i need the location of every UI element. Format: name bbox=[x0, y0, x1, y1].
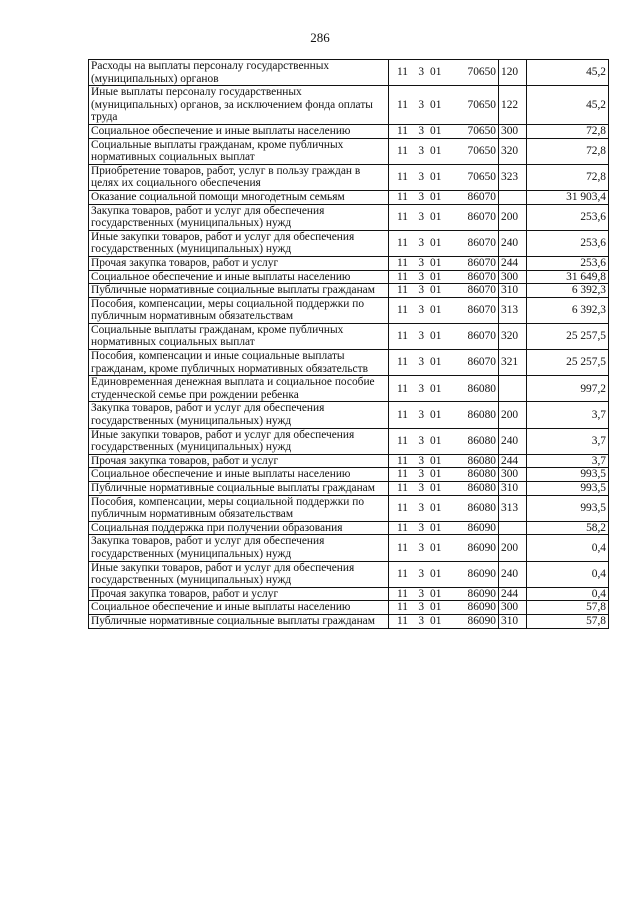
row-name: Социальное обеспечение и иные выплаты населению bbox=[89, 124, 389, 138]
code-subsection: 3 bbox=[418, 541, 425, 554]
row-name: Иные закупки товаров, работ и услуг для обеспечения государственных (муниципальных) нужд bbox=[89, 428, 389, 454]
row-name: Социальная поддержка при получении образования bbox=[89, 521, 389, 535]
row-code bbox=[389, 323, 499, 349]
row-name: Закупка товаров, работ и услуг для обеспечения государственных (муниципальных) нужд bbox=[89, 535, 389, 561]
table-row bbox=[89, 138, 609, 164]
code-direction: 86070 bbox=[467, 237, 496, 250]
table-row bbox=[89, 402, 609, 428]
row-amount: 253,6 bbox=[527, 230, 609, 256]
code-section: 11 bbox=[397, 171, 408, 184]
table-row bbox=[89, 204, 609, 230]
code-section: 11 bbox=[397, 210, 408, 223]
code-parts bbox=[391, 383, 496, 396]
row-name: Пособия, компенсации, меры социальной поддержки по публичным нормативным обязательствам bbox=[89, 495, 389, 521]
code-section: 11 bbox=[397, 66, 408, 79]
code-subsection: 3 bbox=[418, 210, 425, 223]
row-amount: 45,2 bbox=[527, 86, 609, 125]
row-name: Прочая закупка товаров, работ и услуг bbox=[89, 256, 389, 270]
code-section: 11 bbox=[397, 482, 408, 494]
row-amount: 45,2 bbox=[527, 60, 609, 86]
code-subsection: 3 bbox=[418, 587, 425, 600]
code-program: 01 bbox=[430, 408, 442, 421]
code-section: 11 bbox=[397, 587, 408, 600]
row-expense-type bbox=[499, 190, 527, 204]
code-section: 11 bbox=[397, 454, 408, 467]
code-subsection: 3 bbox=[418, 330, 425, 343]
code-program: 01 bbox=[430, 587, 442, 600]
row-name: Приобретение товаров, работ, услуг в пользу граждан в целях их социального обеспечения bbox=[89, 164, 389, 190]
row-amount: 31 649,8 bbox=[527, 270, 609, 284]
code-subsection: 3 bbox=[418, 98, 425, 111]
code-program: 01 bbox=[430, 124, 442, 137]
code-program: 01 bbox=[430, 454, 442, 467]
code-program: 01 bbox=[430, 98, 442, 111]
row-code bbox=[389, 350, 499, 376]
row-code bbox=[389, 86, 499, 125]
row-amount: 25 257,5 bbox=[527, 350, 609, 376]
code-section: 11 bbox=[397, 601, 408, 614]
table-row bbox=[89, 256, 609, 270]
code-direction: 86080 bbox=[467, 382, 496, 395]
table-row bbox=[89, 350, 609, 376]
row-expense-type: 200 bbox=[499, 204, 527, 230]
row-name: Оказание социальной помощи многодетным семьям bbox=[89, 190, 389, 204]
code-parts bbox=[391, 468, 496, 481]
code-subsection: 3 bbox=[418, 521, 425, 534]
code-subsection: 3 bbox=[418, 256, 425, 269]
row-expense-type bbox=[499, 521, 527, 535]
row-name: Пособия, компенсации и иные социальные выплаты гражданам, кроме публичных нормативных обязательств bbox=[89, 350, 389, 376]
code-section: 11 bbox=[397, 237, 408, 250]
row-expense-type: 200 bbox=[499, 402, 527, 428]
code-direction: 70650 bbox=[467, 171, 496, 184]
code-parts bbox=[391, 284, 496, 297]
row-amount: 993,5 bbox=[527, 468, 609, 482]
table-row bbox=[89, 587, 609, 601]
code-program: 01 bbox=[430, 541, 442, 554]
code-direction: 86080 bbox=[467, 468, 496, 481]
row-amount: 0,4 bbox=[527, 535, 609, 561]
row-expense-type: 200 bbox=[499, 535, 527, 561]
code-program: 01 bbox=[430, 303, 442, 316]
table-row bbox=[89, 230, 609, 256]
code-program: 01 bbox=[430, 190, 442, 203]
table-row bbox=[89, 495, 609, 521]
row-expense-type: 313 bbox=[499, 297, 527, 323]
code-section: 11 bbox=[397, 382, 408, 395]
row-expense-type: 320 bbox=[499, 138, 527, 164]
row-expense-type: 300 bbox=[499, 124, 527, 138]
row-amount: 3,7 bbox=[527, 402, 609, 428]
row-name: Пособия, компенсации, меры социальной поддержки по публичным нормативным обязательствам bbox=[89, 297, 389, 323]
code-section: 11 bbox=[397, 270, 408, 283]
code-parts bbox=[391, 409, 496, 422]
code-direction: 86070 bbox=[467, 303, 496, 316]
code-program: 01 bbox=[430, 330, 442, 343]
code-section: 11 bbox=[397, 501, 408, 514]
row-code bbox=[389, 454, 499, 468]
code-parts bbox=[391, 568, 496, 581]
row-expense-type: 310 bbox=[499, 284, 527, 298]
row-expense-type: 244 bbox=[499, 256, 527, 270]
code-parts bbox=[391, 271, 496, 284]
code-program: 01 bbox=[430, 501, 442, 514]
table-row bbox=[89, 535, 609, 561]
code-direction: 70650 bbox=[467, 124, 496, 137]
code-direction: 86080 bbox=[467, 408, 496, 421]
code-direction: 70650 bbox=[467, 144, 496, 157]
code-section: 11 bbox=[397, 330, 408, 343]
code-subsection: 3 bbox=[418, 144, 425, 157]
row-expense-type: 240 bbox=[499, 428, 527, 454]
code-subsection: 3 bbox=[418, 356, 425, 369]
code-parts bbox=[391, 145, 496, 158]
row-expense-type: 300 bbox=[499, 601, 527, 615]
code-parts bbox=[391, 522, 496, 535]
budget-table-body bbox=[89, 60, 609, 629]
row-amount: 57,8 bbox=[527, 614, 609, 628]
row-name: Единовременная денежная выплата и социальное пособие студенческой семье при рождении ребенка bbox=[89, 376, 389, 402]
row-name: Публичные нормативные социальные выплаты гражданам bbox=[89, 482, 389, 496]
code-subsection: 3 bbox=[418, 284, 425, 297]
code-subsection: 3 bbox=[418, 66, 425, 79]
code-section: 11 bbox=[397, 144, 408, 157]
row-amount: 3,7 bbox=[527, 428, 609, 454]
code-direction: 86070 bbox=[467, 270, 496, 283]
row-expense-type: 244 bbox=[499, 454, 527, 468]
code-subsection: 3 bbox=[418, 501, 425, 514]
budget-table bbox=[88, 59, 609, 629]
row-expense-type: 313 bbox=[499, 495, 527, 521]
code-parts bbox=[391, 99, 496, 112]
row-amount: 993,5 bbox=[527, 482, 609, 496]
row-name: Социальное обеспечение и иные выплаты населению bbox=[89, 468, 389, 482]
code-program: 01 bbox=[430, 210, 442, 223]
row-expense-type: 300 bbox=[499, 468, 527, 482]
row-expense-type: 120 bbox=[499, 60, 527, 86]
code-parts bbox=[391, 171, 496, 184]
row-amount: 6 392,3 bbox=[527, 297, 609, 323]
table-row bbox=[89, 561, 609, 587]
code-program: 01 bbox=[430, 521, 442, 534]
code-section: 11 bbox=[397, 541, 408, 554]
table-row bbox=[89, 86, 609, 125]
row-name: Иные закупки товаров, работ и услуг для обеспечения государственных (муниципальных) нужд bbox=[89, 230, 389, 256]
row-code bbox=[389, 495, 499, 521]
row-code bbox=[389, 601, 499, 615]
row-amount: 997,2 bbox=[527, 376, 609, 402]
code-subsection: 3 bbox=[418, 454, 425, 467]
code-parts bbox=[391, 237, 496, 250]
table-row bbox=[89, 601, 609, 615]
code-direction: 86080 bbox=[467, 434, 496, 447]
table-row bbox=[89, 521, 609, 535]
table-row bbox=[89, 190, 609, 204]
code-direction: 70650 bbox=[467, 98, 496, 111]
code-parts bbox=[391, 257, 496, 270]
code-direction: 86080 bbox=[467, 501, 496, 514]
code-subsection: 3 bbox=[418, 303, 425, 316]
code-parts bbox=[391, 356, 496, 369]
code-direction: 86090 bbox=[467, 601, 496, 614]
row-expense-type: 240 bbox=[499, 561, 527, 587]
row-code bbox=[389, 297, 499, 323]
row-name: Расходы на выплаты персоналу государственных (муниципальных) органов bbox=[89, 60, 389, 86]
code-subsection: 3 bbox=[418, 601, 425, 614]
row-code bbox=[389, 521, 499, 535]
code-section: 11 bbox=[397, 190, 408, 203]
row-expense-type: 240 bbox=[499, 230, 527, 256]
table-row bbox=[89, 323, 609, 349]
table-row bbox=[89, 468, 609, 482]
row-code bbox=[389, 468, 499, 482]
table-row bbox=[89, 454, 609, 468]
table-row bbox=[89, 270, 609, 284]
code-direction: 86070 bbox=[467, 256, 496, 269]
code-direction: 86090 bbox=[467, 614, 496, 627]
table-row bbox=[89, 428, 609, 454]
code-subsection: 3 bbox=[418, 434, 425, 447]
row-expense-type: 300 bbox=[499, 270, 527, 284]
row-code bbox=[389, 402, 499, 428]
code-direction: 86090 bbox=[467, 521, 496, 534]
row-code bbox=[389, 138, 499, 164]
row-code bbox=[389, 482, 499, 496]
code-program: 01 bbox=[430, 256, 442, 269]
code-program: 01 bbox=[430, 382, 442, 395]
page-number: 286 bbox=[310, 30, 330, 45]
table-row bbox=[89, 614, 609, 628]
code-program: 01 bbox=[430, 237, 442, 250]
code-section: 11 bbox=[397, 124, 408, 137]
code-section: 11 bbox=[397, 468, 408, 481]
row-expense-type bbox=[499, 376, 527, 402]
code-section: 11 bbox=[397, 284, 408, 297]
table-row bbox=[89, 124, 609, 138]
row-name: Публичные нормативные социальные выплаты гражданам bbox=[89, 284, 389, 298]
code-section: 11 bbox=[397, 521, 408, 534]
code-program: 01 bbox=[430, 567, 442, 580]
row-name: Закупка товаров, работ и услуг для обеспечения государственных (муниципальных) нужд bbox=[89, 204, 389, 230]
code-parts bbox=[391, 502, 496, 515]
code-parts bbox=[391, 615, 496, 628]
code-subsection: 3 bbox=[418, 468, 425, 481]
code-direction: 70650 bbox=[467, 66, 496, 79]
row-code bbox=[389, 164, 499, 190]
row-amount: 993,5 bbox=[527, 495, 609, 521]
code-direction: 86070 bbox=[467, 330, 496, 343]
table-row bbox=[89, 60, 609, 86]
row-name: Иные закупки товаров, работ и услуг для обеспечения государственных (муниципальных) нужд bbox=[89, 561, 389, 587]
code-program: 01 bbox=[430, 614, 442, 627]
row-amount: 253,6 bbox=[527, 204, 609, 230]
row-amount: 6 392,3 bbox=[527, 284, 609, 298]
row-name: Социальное обеспечение и иные выплаты населению bbox=[89, 270, 389, 284]
row-code bbox=[389, 204, 499, 230]
code-parts bbox=[391, 211, 496, 224]
code-subsection: 3 bbox=[418, 190, 425, 203]
code-parts bbox=[391, 304, 496, 317]
row-amount: 57,8 bbox=[527, 601, 609, 615]
code-direction: 86080 bbox=[467, 482, 496, 494]
code-subsection: 3 bbox=[418, 614, 425, 627]
row-expense-type: 310 bbox=[499, 482, 527, 496]
code-subsection: 3 bbox=[418, 382, 425, 395]
row-name: Прочая закупка товаров, работ и услуг bbox=[89, 587, 389, 601]
code-subsection: 3 bbox=[418, 237, 425, 250]
row-code bbox=[389, 587, 499, 601]
code-parts bbox=[391, 482, 496, 495]
row-expense-type: 323 bbox=[499, 164, 527, 190]
row-amount: 72,8 bbox=[527, 164, 609, 190]
code-direction: 86090 bbox=[467, 541, 496, 554]
code-program: 01 bbox=[430, 171, 442, 184]
code-section: 11 bbox=[397, 303, 408, 316]
row-expense-type: 310 bbox=[499, 614, 527, 628]
row-code bbox=[389, 230, 499, 256]
row-amount: 58,2 bbox=[527, 521, 609, 535]
code-section: 11 bbox=[397, 256, 408, 269]
code-section: 11 bbox=[397, 408, 408, 421]
code-section: 11 bbox=[397, 567, 408, 580]
row-name: Закупка товаров, работ и услуг для обеспечения государственных (муниципальных) нужд bbox=[89, 402, 389, 428]
code-direction: 86090 bbox=[467, 587, 496, 600]
row-amount: 0,4 bbox=[527, 587, 609, 601]
code-parts bbox=[391, 588, 496, 601]
code-section: 11 bbox=[397, 98, 408, 111]
row-expense-type: 122 bbox=[499, 86, 527, 125]
code-subsection: 3 bbox=[418, 124, 425, 137]
code-program: 01 bbox=[430, 468, 442, 481]
code-subsection: 3 bbox=[418, 270, 425, 283]
row-code bbox=[389, 561, 499, 587]
row-amount: 25 257,5 bbox=[527, 323, 609, 349]
row-name: Социальное обеспечение и иные выплаты населению bbox=[89, 601, 389, 615]
code-parts bbox=[391, 66, 496, 79]
row-name: Социальные выплаты гражданам, кроме публичных нормативных социальных выплат bbox=[89, 138, 389, 164]
row-code bbox=[389, 535, 499, 561]
table-row bbox=[89, 297, 609, 323]
code-section: 11 bbox=[397, 434, 408, 447]
row-name: Социальные выплаты гражданам, кроме публичных нормативных социальных выплат bbox=[89, 323, 389, 349]
code-program: 01 bbox=[430, 601, 442, 614]
row-code bbox=[389, 284, 499, 298]
code-direction: 86080 bbox=[467, 454, 496, 467]
code-parts bbox=[391, 435, 496, 448]
row-code bbox=[389, 270, 499, 284]
code-parts bbox=[391, 455, 496, 468]
row-amount: 72,8 bbox=[527, 124, 609, 138]
code-direction: 86070 bbox=[467, 210, 496, 223]
row-name: Прочая закупка товаров, работ и услуг bbox=[89, 454, 389, 468]
code-subsection: 3 bbox=[418, 482, 425, 494]
row-amount: 253,6 bbox=[527, 256, 609, 270]
table-row bbox=[89, 482, 609, 496]
code-subsection: 3 bbox=[418, 171, 425, 184]
table-row bbox=[89, 164, 609, 190]
row-name: Иные выплаты персоналу государственных (муниципальных) органов, за исключением фонда оплаты труда bbox=[89, 86, 389, 125]
code-program: 01 bbox=[430, 66, 442, 79]
row-expense-type: 320 bbox=[499, 323, 527, 349]
row-code bbox=[389, 376, 499, 402]
code-program: 01 bbox=[430, 356, 442, 369]
code-subsection: 3 bbox=[418, 408, 425, 421]
row-code bbox=[389, 124, 499, 138]
code-program: 01 bbox=[430, 270, 442, 283]
code-program: 01 bbox=[430, 482, 442, 494]
code-direction: 86070 bbox=[467, 190, 496, 203]
table-row bbox=[89, 284, 609, 298]
row-amount: 0,4 bbox=[527, 561, 609, 587]
row-expense-type: 244 bbox=[499, 587, 527, 601]
row-code bbox=[389, 428, 499, 454]
code-section: 11 bbox=[397, 614, 408, 627]
row-code bbox=[389, 614, 499, 628]
code-direction: 86090 bbox=[467, 567, 496, 580]
code-direction: 86070 bbox=[467, 356, 496, 369]
row-name: Публичные нормативные социальные выплаты гражданам bbox=[89, 614, 389, 628]
code-section: 11 bbox=[397, 356, 408, 369]
table-row bbox=[89, 376, 609, 402]
code-subsection: 3 bbox=[418, 567, 425, 580]
code-direction: 86070 bbox=[467, 284, 496, 297]
row-amount: 31 903,4 bbox=[527, 190, 609, 204]
row-amount: 72,8 bbox=[527, 138, 609, 164]
row-expense-type: 321 bbox=[499, 350, 527, 376]
code-parts bbox=[391, 191, 496, 204]
code-parts bbox=[391, 542, 496, 555]
row-amount: 3,7 bbox=[527, 454, 609, 468]
code-program: 01 bbox=[430, 434, 442, 447]
code-parts bbox=[391, 125, 496, 138]
row-code bbox=[389, 190, 499, 204]
code-program: 01 bbox=[430, 284, 442, 297]
code-parts bbox=[391, 601, 496, 614]
code-parts bbox=[391, 330, 496, 343]
code-program: 01 bbox=[430, 144, 442, 157]
row-code bbox=[389, 60, 499, 86]
row-code bbox=[389, 256, 499, 270]
